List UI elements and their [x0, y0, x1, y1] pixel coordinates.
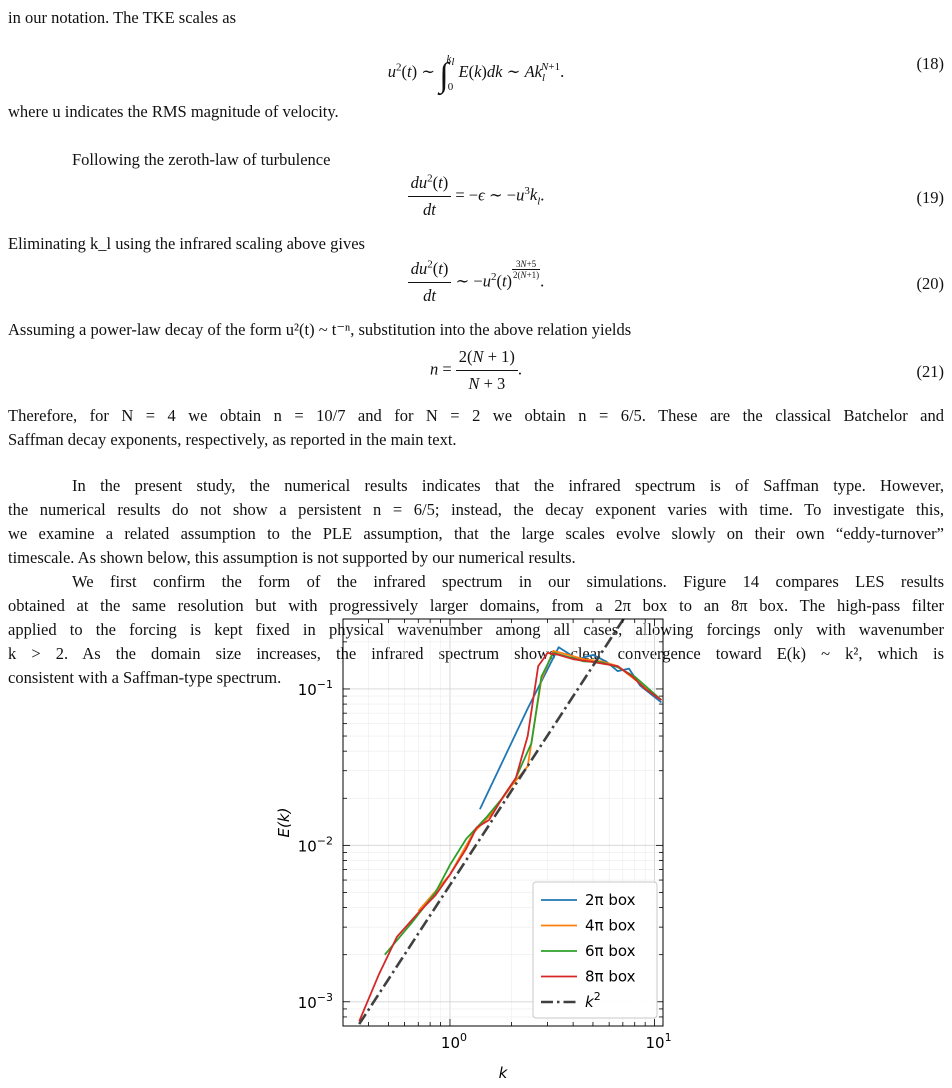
- equation-18: $u^2(t)$ ∼ ∫ $k_l$ 0 E(k)dk ∼ $Ak_l^{N+1}$. (18): [387, 53, 944, 94]
- text-line-present-1: In the present study, the numerical results indicates that the infrared spectrum is of Saffman type. However,: [72, 476, 944, 495]
- spectrum-chart: [255, 605, 685, 1085]
- text-line-after-18: where u indicates the RMS magnitude of velocity.: [8, 102, 339, 121]
- text-line-confirm-3: applied to the forcing is kept fixed in physical wavenumber among all cases, allowing forcings only with wavenumber: [8, 620, 944, 639]
- text-line-confirm-1: We first confirm the form of the infrared spectrum in our simulations. Figure 14 compares LES results: [72, 572, 944, 591]
- x-tick-label: $10^1$: [645, 1031, 672, 1052]
- legend-label: 6π box: [585, 942, 636, 960]
- legend-label: 8π box: [585, 967, 636, 986]
- text-line-therefore-1: Therefore, for N = 4 we obtain n = 10/7 and for N = 2 we obtain n = 6/5. These are the classical Batchelor and: [8, 406, 944, 425]
- text-line-present-4: timescale. As shown below, this assumption is not supported by our numerical results.: [8, 548, 576, 567]
- text-line-eliminating: Eliminating k_l using the infrared scaling above gives: [8, 234, 365, 253]
- legend-label: 4π box: [585, 916, 636, 935]
- x-axis-label: k: [498, 1064, 508, 1082]
- equation-number: (20): [916, 274, 944, 293]
- y-tick-label: $10^{-3}$: [297, 990, 333, 1012]
- text-line-assuming: Assuming a power-law decay of the form u²(t) ~ t⁻ⁿ, substitution into the above relation yields: [8, 320, 632, 339]
- text-line-present-2: the numerical results do not show a persistent n = 6/5; instead, the decay exponent varies with time. To investigate this,: [8, 500, 944, 519]
- text-line-confirm-2: obtained at the same resolution but with progressively larger domains, from a 2π box to an 8π box. The high-pass filter: [8, 596, 944, 615]
- equation-number: (18): [916, 54, 944, 73]
- equation-number: (19): [916, 188, 944, 207]
- equation-21: n = $\frac{2(N + 1)}{N + 3}$ . (21): [0, 344, 952, 400]
- legend-label: $k^2$: [585, 990, 601, 1011]
- y-tick-label: $10^{-2}$: [297, 834, 333, 856]
- equation-20: $\frac{du^2(t)}{dt}$ ∼ $-u^2(t)$ $\frac{3N+5}{2(N+1)}$ . (20): [0, 256, 952, 312]
- text-line-confirm-4: k > 2. As the domain size increases, the infrared spectrum shows clear convergence toward E(k) ~ k², which is: [8, 644, 944, 663]
- text-line-intro: in our notation. The TKE scales as: [8, 8, 237, 27]
- x-tick-label: $10^0$: [440, 1031, 468, 1052]
- text-line-confirm-5: consistent with a Saffman-type spectrum.: [8, 668, 282, 687]
- text-line-zeroth-law: Following the zeroth-law of turbulence: [72, 150, 331, 169]
- text-line-present-3: we examine a related assumption to the PLE assumption, that the large scales evolve slowly on their own “eddy-turnover”: [8, 524, 944, 543]
- y-tick-label: $10^{-1}$: [297, 677, 333, 699]
- text-line-therefore-2: Saffman decay exponents, respectively, as reported in the main text.: [8, 430, 457, 449]
- legend-label: 2π box: [585, 891, 636, 909]
- series-line: [480, 647, 662, 809]
- equation-number: (21): [916, 362, 944, 381]
- y-axis-label: E(k): [275, 807, 293, 838]
- equation-19: $\frac{du^2(t)}{dt}$ = −ϵ ∼ $-u^3k_l$. (19): [0, 170, 952, 226]
